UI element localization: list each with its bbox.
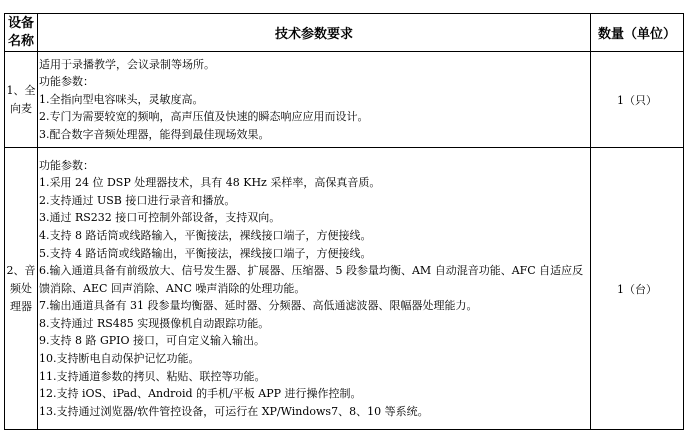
quantity: 1（台） — [591, 148, 684, 430]
spec-table — [4, 13, 684, 430]
spec-line: 2.支持通过 USB 接口进行录音和播放。 — [39, 193, 236, 207]
header-tech-params: 技术参数要求 — [38, 14, 591, 52]
spec-line: 1.全指向型电容咪头，灵敏度高。 — [39, 92, 204, 106]
spec-line: 12.支持 iOS、iPad、Android 的手机/平板 APP 进行操作控制。 — [39, 387, 362, 401]
spec-line: 13.支持通过浏览器/软件管控设备，可运行在 XP/Windows7、8、10 等系统。 — [39, 404, 429, 418]
device-name: 1、全向麦 — [5, 52, 38, 148]
spec-cell — [38, 52, 591, 148]
spec-line: 功能参数： — [39, 158, 94, 172]
spec-line: 2.专门为需要较宽的频响，高声压值及快速的瞬态响应应用而设计。 — [39, 110, 369, 124]
spec-line: 7.输出通道具备有 31 段参量均衡器、延时器、分频器、高低通滤波器、限幅器处理能力。 — [39, 299, 478, 313]
header-quantity: 数量（单位） — [591, 14, 684, 52]
spec-line: 11.支持通道参数的拷贝、粘贴、联控等功能。 — [39, 369, 266, 383]
header-device-name: 设备名称 — [5, 14, 38, 52]
spec-line: 1.采用 24 位 DSP 处理器技术，具有 48 KHz 采样率，高保真音质。 — [39, 176, 381, 190]
spec-line: 10.支持断电自动保护记忆功能。 — [39, 352, 200, 366]
spec-line: 3.配合数字音频处理器，能得到最佳现场效果。 — [39, 127, 270, 141]
device-name: 2、音频处理器 — [5, 148, 38, 430]
header-row — [5, 14, 684, 52]
quantity: 1（只） — [591, 52, 684, 148]
table-row — [5, 52, 684, 148]
spec-line: 功能参数： — [39, 75, 94, 89]
spec-line: 6.输入通道具备有前级放大、信号发生器、扩展器、压缩器、5 段参量均衡、AM 自动混音功能、AFC 自适应反馈消除、AEC 回声消除、ANC 噪声消除的处理功能。 — [39, 264, 584, 295]
spec-line: 9.支持 8 路 GPIO 接口，可自定义输入输出。 — [39, 334, 266, 348]
spec-line: 4.支持 8 路话筒或线路输入，平衡接法，裸线接口端子，方便接线。 — [39, 228, 372, 242]
spec-line: 适用于录播教学，会议录制等场所。 — [39, 57, 215, 71]
spec-line: 3.通过 RS232 接口可控制外部设备，支持双向。 — [39, 211, 281, 225]
spec-line: 5.支持 4 路话筒或线路输出，平衡接法，裸线接口端子，方便接线。 — [39, 246, 372, 260]
spec-line: 8.支持通过 RS485 实现摄像机自动跟踪功能。 — [39, 316, 270, 330]
table-row — [5, 148, 684, 430]
spec-cell — [38, 148, 591, 430]
